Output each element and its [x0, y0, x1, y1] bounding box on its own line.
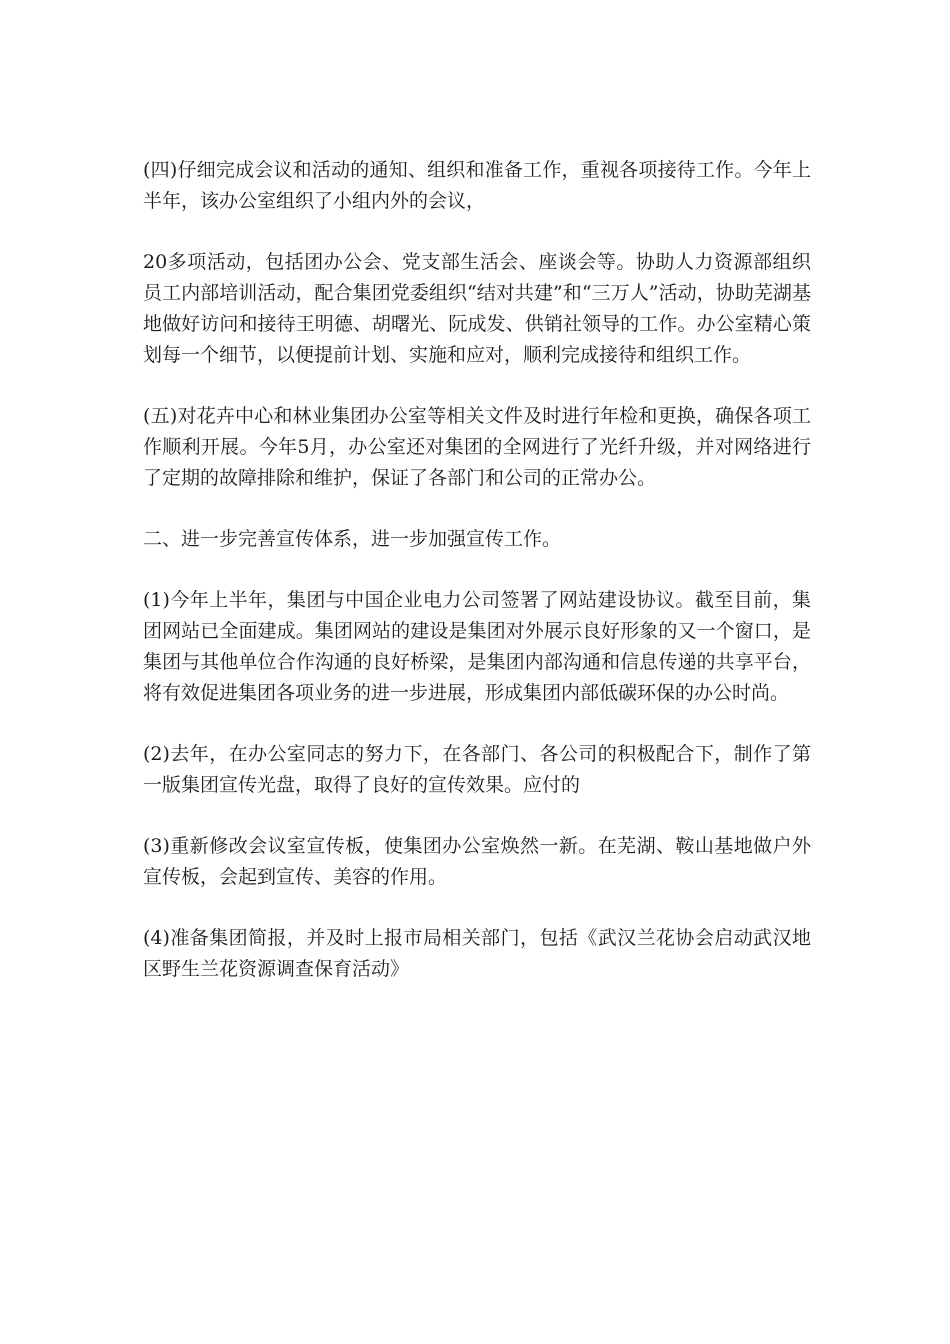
document-body	[143, 155, 811, 1015]
paragraph-annual-inspection: (五)对花卉中心和林业集团办公室等相关文件及时进行年检和更换，确保各项工作顺利开展。今年5月，办公室还对集团的全网进行了光纤升级，并对网络进行了定期的故障排除和维护，保证了各部门和公司的正常办公。	[143, 405, 811, 489]
section-heading-publicity: 二、进一步完善宣传体系，进一步加强宣传工作。	[143, 528, 562, 550]
paragraph-website: (1)今年上半年，集团与中国企业电力公司签署了网站建设协议。截至目前，集团网站已全面建成。集团网站的建设是集团对外展示良好形象的又一个窗口，是集团与其他单位合作沟通的良好桥梁，是集团内部沟通和信息传递的共享平台，将有效促进集团各项业务的进一步进展，形成集团内部低碳环保的办公时尚。	[143, 589, 811, 704]
paragraph-meeting-organization: (四)仔细完成会议和活动的通知、组织和准备工作，重视各项接待工作。今年上半年，该办公室组织了小组内外的会议，	[143, 159, 811, 212]
paragraph-display-boards: (3)重新修改会议室宣传板，使集团办公室焕然一新。在芜湖、鞍山基地做户外宣传板，会起到宣传、美容的作用。	[143, 835, 811, 888]
paragraph-briefing: (4)准备集团简报，并及时上报市局相关部门，包括《武汉兰花协会启动武汉地区野生兰花资源调查保育活动》	[143, 927, 811, 980]
paragraph-promo-disc: (2)去年，在办公室同志的努力下，在各部门、各公司的积极配合下，制作了第一版集团宣传光盘，取得了良好的宣传效果。应付的	[143, 743, 811, 796]
paragraph-activities: 20多项活动，包括团办公会、党支部生活会、座谈会等。协助人力资源部组织员工内部培训活动，配合集团党委组织“结对共建”和“三万人”活动，协助芜湖基地做好访问和接待王明德、胡曙光、阮成发、供销社领导的工作。办公室精心策划每一个细节，以便提前计划、实施和应对，顺利完成接待和组织工作。	[143, 251, 811, 366]
